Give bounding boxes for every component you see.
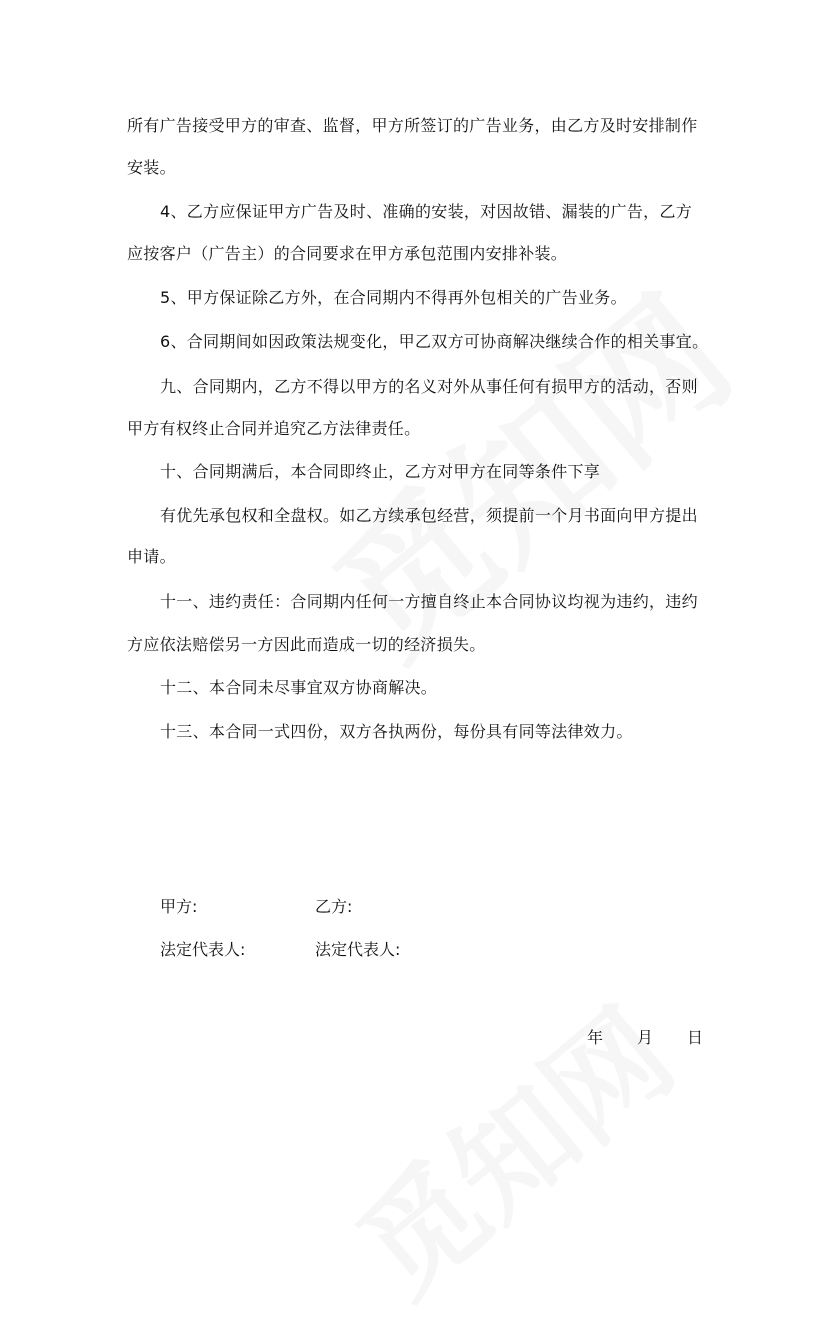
clause-5-line: 5、甲方保证除乙方外，在合同期内不得再外包相关的广告业务。: [160, 288, 627, 307]
clause-12-line: 十二、本合同未尽事宜双方协商解决。: [160, 678, 438, 697]
clause-13-line: 十三、本合同一式四份，双方各执两份，每份具有同等法律效力。: [160, 722, 633, 741]
clause-10-continued-line: 有优先承包权和全盘权。如乙方续承包经营，须提前一个月书面向甲方提出: [160, 506, 698, 525]
paragraph-line: 所有广告接受甲方的审查、监督，甲方所签订的广告业务，由乙方及时安排制作: [127, 116, 698, 135]
clause-4-line: 4、乙方应保证甲方广告及时、准确的安装，对因故错、漏装的广告，乙方: [160, 202, 693, 221]
party-a-label: 甲方:: [160, 897, 198, 916]
date-year: 年: [587, 1028, 604, 1047]
date-day: 日: [687, 1028, 704, 1047]
date-month: 月: [637, 1028, 654, 1047]
party-b-representative-label: 法定代表人:: [315, 940, 401, 959]
paragraph-line: 安装。: [127, 158, 176, 177]
watermark-lower: [317, 964, 703, 1327]
clause-4-line: 应按客户（广告主）的合同要求在甲方承包范围内安排补装。: [127, 244, 568, 263]
party-b-label: 乙方:: [315, 897, 353, 916]
clause-10-continued-line: 申请。: [127, 547, 176, 566]
clause-9-line: 九、合同期内，乙方不得以甲方的名义对外从事任何有损甲方的活动，否则: [160, 377, 698, 396]
party-a-representative-label: 法定代表人:: [160, 940, 246, 959]
clause-9-line: 甲方有权终止合同并追究乙方法律责任。: [127, 419, 421, 438]
clause-6-line: 6、合同期间如因政策法规变化，甲乙双方可协商解决继续合作的相关事宜。: [160, 332, 709, 351]
clause-11-line: 方应依法赔偿另一方因此而造成一切的经济损失。: [127, 635, 486, 654]
clause-11-line: 十一、违约责任：合同期内任何一方擅自终止本合同协议均视为违约，违约: [160, 592, 698, 611]
clause-10-line: 十、合同期满后，本合同即终止，乙方对甲方在同等条件下享: [160, 462, 601, 481]
